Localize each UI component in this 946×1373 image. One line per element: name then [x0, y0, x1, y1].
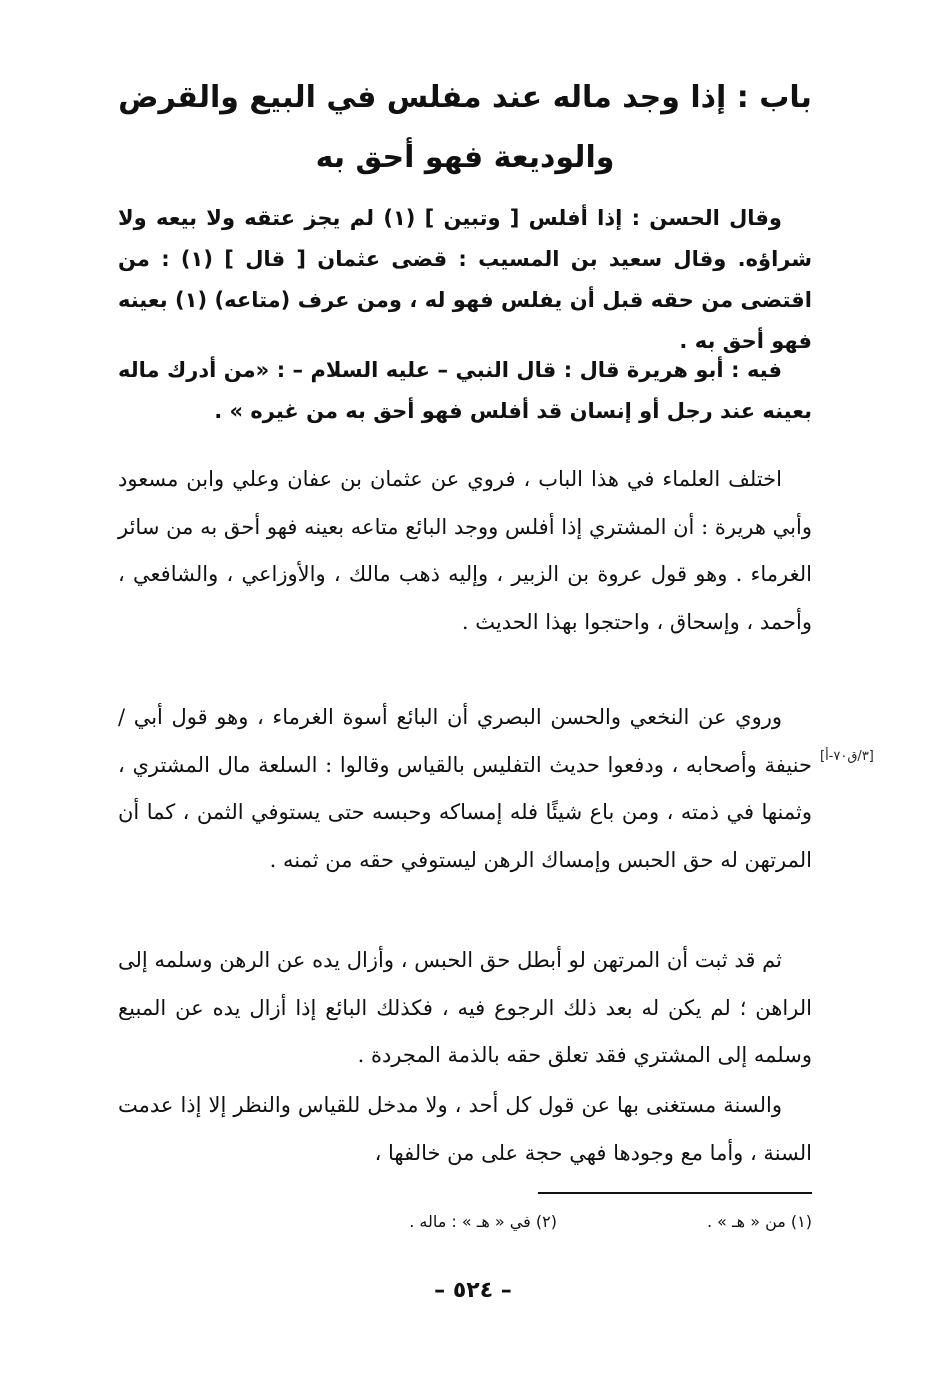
commentary-paragraph-4	[118, 1082, 812, 1177]
commentary-paragraph-3	[118, 937, 812, 1080]
footnotes	[300, 1212, 812, 1231]
commentary-paragraph-4-text: والسنة مستغنى بها عن قول كل أحد ، ولا مدخل للقياس والنظر إلا إذا عدمت السنة ، وأما مع وجودها فهي حجة على من خالفها ،	[118, 1093, 812, 1165]
quoted-statements	[118, 198, 812, 362]
footnote-separator	[538, 1192, 812, 1194]
commentary-paragraph-2-text: وروي عن النخعي والحسن البصري أن البائع أسوة الغرماء ، وهو قول أبي / حنيفة وأصحابه ، ودفعوا حديث التفليس بالقياس وقالوا : السلعة مال المشتري ، وثمنها في ذمته ، ومن باع شيئًا فله إمساكه وحبسه حتى يستوفي الثمن ، كما أن المرتهن له حق الحبس وإمساك الرهن ليستوفي حقه من ثمنه .	[118, 705, 812, 872]
footnote-2: (٢) في « هـ » : ماله .	[409, 1212, 557, 1231]
hadith-text-body: فيه : أبو هريرة قال : قال النبي – عليه السلام – : «من أدرك ماله بعينه عند رجل أو إنسان قد أفلس فهو أحق به من غيره » .	[118, 358, 812, 423]
page-number: – ٥٢٤ –	[434, 1278, 512, 1303]
quoted-statements-text: وقال الحسن : إذا أفلس [ وتبين ] (١) لم يجز عتقه ولا بيعه ولا شراؤه. وقال سعيد بن المسيب : قضى عثمان [ قال ] (١) : من اقتضى من حقه قبل أن يفلس فهو له ، ومن عرف (متاعه) (١) بعينه فهو أحق به .	[118, 206, 812, 353]
commentary-paragraph-1	[118, 456, 812, 646]
commentary-paragraph-3-text: ثم قد ثبت أن المرتهن لو أبطل حق الحبس ، وأزال يده عن الرهن وسلمه إلى الراهن ؛ لم يكن له بعد ذلك الرجوع فيه ، فكذلك البائع إذا أزال يده عن المبيع وسلمه إلى المشتري فقد تعلق حقه بالذمة المجردة .	[118, 948, 812, 1067]
commentary-paragraph-1-text: اختلف العلماء في هذا الباب ، فروي عن عثمان بن عفان وعلي وابن مسعود وأبي هريرة : أن المشتري إذا أفلس ووجد البائع متاعه بعينه فهو أحق به من سائر الغرماء . وهو قول عروة بن الزبير ، وإليه ذهب مالك ، والأوزاعي ، والشافعي ، وأحمد ، وإسحاق ، واحتجوا بهذا الحديث .	[118, 467, 812, 634]
commentary-paragraph-2	[118, 694, 812, 884]
footnote-1: (١) من « هـ » .	[706, 1212, 812, 1231]
manuscript-folio-note: [٣/ق٧٠-أ]	[820, 749, 874, 764]
hadith-text	[118, 350, 812, 432]
chapter-title-line-2: والوديعة فهو أحق به	[315, 140, 615, 175]
chapter-title-line-1: باب : إذا وجد ماله عند مفلس في البيع والقرض	[118, 80, 812, 115]
